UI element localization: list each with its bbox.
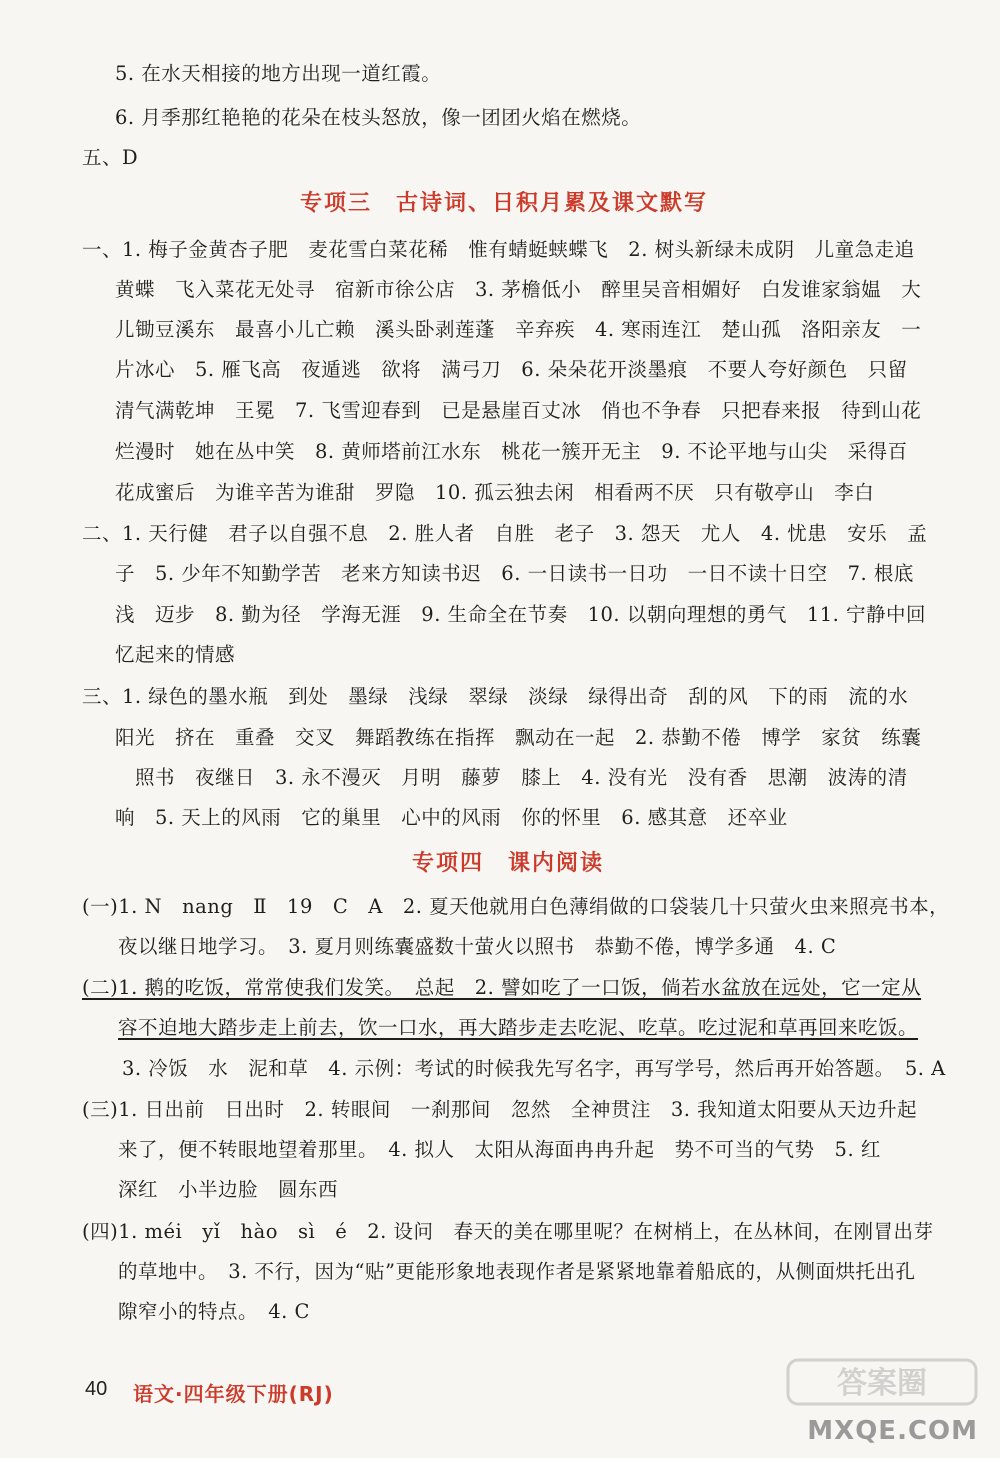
line-text: 五、D bbox=[82, 146, 139, 169]
answer-line bbox=[0, 798, 1000, 838]
line-text: 黄蝶 飞入菜花无处寻 宿新市徐公店 3. 茅檐低小 醉里吴音相媚好 白发谁家翁媪 大 bbox=[115, 278, 922, 301]
answer-line bbox=[0, 1252, 1000, 1292]
book-subtitle: 语文·四年级下册(RJ) bbox=[133, 1382, 334, 1406]
line-text: 3. 冷饭 水 泥和草 4. 示例：考试的时候我先写名字，再写学号，然后再开始答题。 5. A bbox=[122, 1057, 946, 1080]
line-text: 花成蜜后 为谁辛苦为谁甜 罗隐 10. 孤云独去闲 相看两不厌 只有敬亭山 李白 bbox=[115, 481, 875, 504]
answer-line bbox=[0, 718, 1000, 758]
line-text: 烂漫时 她在丛中笑 8. 黄师塔前江水东 桃花一簇开无主 9. 不论平地与山尖 采得百 bbox=[115, 440, 908, 463]
line-text: 深红 小半边脸 圆东西 bbox=[118, 1178, 339, 1201]
answer-line bbox=[0, 595, 1000, 635]
answer-line bbox=[0, 138, 1000, 178]
watermark-logo-text: 答案圈 bbox=[837, 1366, 927, 1401]
answer-line bbox=[0, 927, 1000, 967]
line-text: 二、1. 天行健 君子以自强不息 2. 胜人者 自胜 老子 3. 怨天 尤人 4. 忧患 安乐 孟 bbox=[82, 522, 928, 545]
answer-line bbox=[0, 310, 1000, 350]
answer-line bbox=[0, 473, 1000, 513]
line-text: 响 5. 天上的风雨 它的巢里 心中的风雨 你的怀里 6. 感其意 还卒业 bbox=[115, 806, 788, 829]
line-text: 儿锄豆溪东 最喜小儿亡赖 溪头卧剥莲蓬 辛弃疾 4. 寒雨连江 楚山孤 洛阳亲友 一 bbox=[115, 318, 922, 341]
section-heading-4: 专项四 课内阅读 bbox=[412, 850, 605, 876]
line-text: 夜以继日地学习。 3. 夏月则练囊盛数十萤火以照书 恭勤不倦，博学多通 4. C bbox=[118, 935, 837, 958]
line-text: 照书 夜继日 3. 永不漫灭 月明 藤萝 膝上 4. 没有光 没有香 思潮 波涛的清 bbox=[135, 766, 908, 789]
line-text: (三)1. 日出前 日出时 2. 转眼间 一刹那间 忽然 全神贯注 3. 我知道太阳要从天边升起 bbox=[82, 1098, 918, 1121]
watermark-url: MXQE.COM bbox=[807, 1416, 978, 1446]
answer-line bbox=[0, 432, 1000, 472]
line-text: 忆起来的情感 bbox=[115, 643, 236, 666]
line-text: 浅 迈步 8. 勤为径 学海无涯 9. 生命全在节奏 10. 以朝向理想的勇气 11. 宁静中回 bbox=[115, 603, 927, 626]
answer-line bbox=[0, 968, 1000, 1008]
line-text: 清气满乾坤 王冕 7. 飞雪迎春到 已是悬崖百丈冰 俏也不争春 只把春来报 待到山花 bbox=[115, 399, 922, 422]
answer-line bbox=[0, 1292, 1000, 1332]
line-text: 6. 月季那红艳艳的花朵在枝头怒放，像一团团火焰在燃烧。 bbox=[115, 106, 642, 129]
line-text: 来了，便不转眼地望着那里。 4. 拟人 太阳从海面冉冉升起 势不可当的气势 5. 红 bbox=[118, 1138, 881, 1161]
line-text: (四)1. méi yǐ hào sì é 2. 设问 春天的美在哪里呢？在树梢上，在丛林间，在刚冒出芽 bbox=[82, 1220, 934, 1243]
answer-line bbox=[0, 677, 1000, 717]
answer-line bbox=[0, 98, 1000, 138]
answer-line bbox=[0, 391, 1000, 431]
line-text: 阳光 挤在 重叠 交叉 舞蹈教练在指挥 飘动在一起 2. 恭勤不倦 博学 家贫 练囊 bbox=[115, 726, 922, 749]
answer-line bbox=[0, 514, 1000, 554]
line-text: 5. 在水天相接的地方出现一道红霞。 bbox=[115, 62, 442, 85]
page-number: 40 bbox=[85, 1378, 108, 1400]
line-text: 的草地中。 3. 不行，因为“贴”更能形象地表现作者是紧紧地靠着船底的，从侧面烘托出孔 bbox=[118, 1260, 916, 1283]
answer-line bbox=[0, 1090, 1000, 1130]
answer-line bbox=[0, 1212, 1000, 1252]
section-heading-3: 专项三 古诗词、日积月累及课文默写 bbox=[300, 190, 709, 216]
answer-line bbox=[0, 270, 1000, 310]
line-text: 容不迫地大踏步走上前去，饮一口水，再大踏步走去吃泥、吃草。吃过泥和草再回来吃饭。 bbox=[118, 1016, 919, 1039]
line-text: 隙窄小的特点。 4. C bbox=[118, 1300, 310, 1323]
answer-line bbox=[0, 350, 1000, 390]
answer-line bbox=[0, 1049, 1000, 1089]
line-text: (二)1. 鹅的吃饭，常常使我们发笑。 总起 2. 譬如吃了一口饭，倘若水盆放在远处，它一定从 bbox=[82, 976, 922, 999]
answer-line bbox=[0, 1170, 1000, 1210]
answer-line bbox=[0, 1008, 1000, 1048]
answer-line bbox=[0, 54, 1000, 94]
answer-line bbox=[0, 635, 1000, 675]
line-text: 片冰心 5. 雁飞高 夜遁逃 欲将 满弓刀 6. 朵朵花开淡墨痕 不要人夸好颜色 只留 bbox=[115, 358, 908, 381]
answer-line bbox=[0, 554, 1000, 594]
answer-line bbox=[0, 758, 1000, 798]
line-text: 一、1. 梅子金黄杏子肥 麦花雪白菜花稀 惟有蜻蜓蛱蝶飞 2. 树头新绿未成阴 儿童急走追 bbox=[82, 238, 915, 261]
line-text: 子 5. 少年不知勤学苦 老来方知读书迟 6. 一日读书一日功 一日不读十日空 7. 根底 bbox=[115, 562, 914, 585]
answer-line bbox=[0, 230, 1000, 270]
answer-line bbox=[0, 1130, 1000, 1170]
line-text: 三、1. 绿色的墨水瓶 到处 墨绿 浅绿 翠绿 淡绿 绿得出奇 刮的风 下的雨 流的水 bbox=[82, 685, 909, 708]
answer-line bbox=[0, 887, 1000, 927]
line-text: (一)1. N nang Ⅱ 19 C A 2. 夏天他就用白色薄绢做的口袋装几十只萤火虫来照亮书本， bbox=[82, 895, 950, 918]
